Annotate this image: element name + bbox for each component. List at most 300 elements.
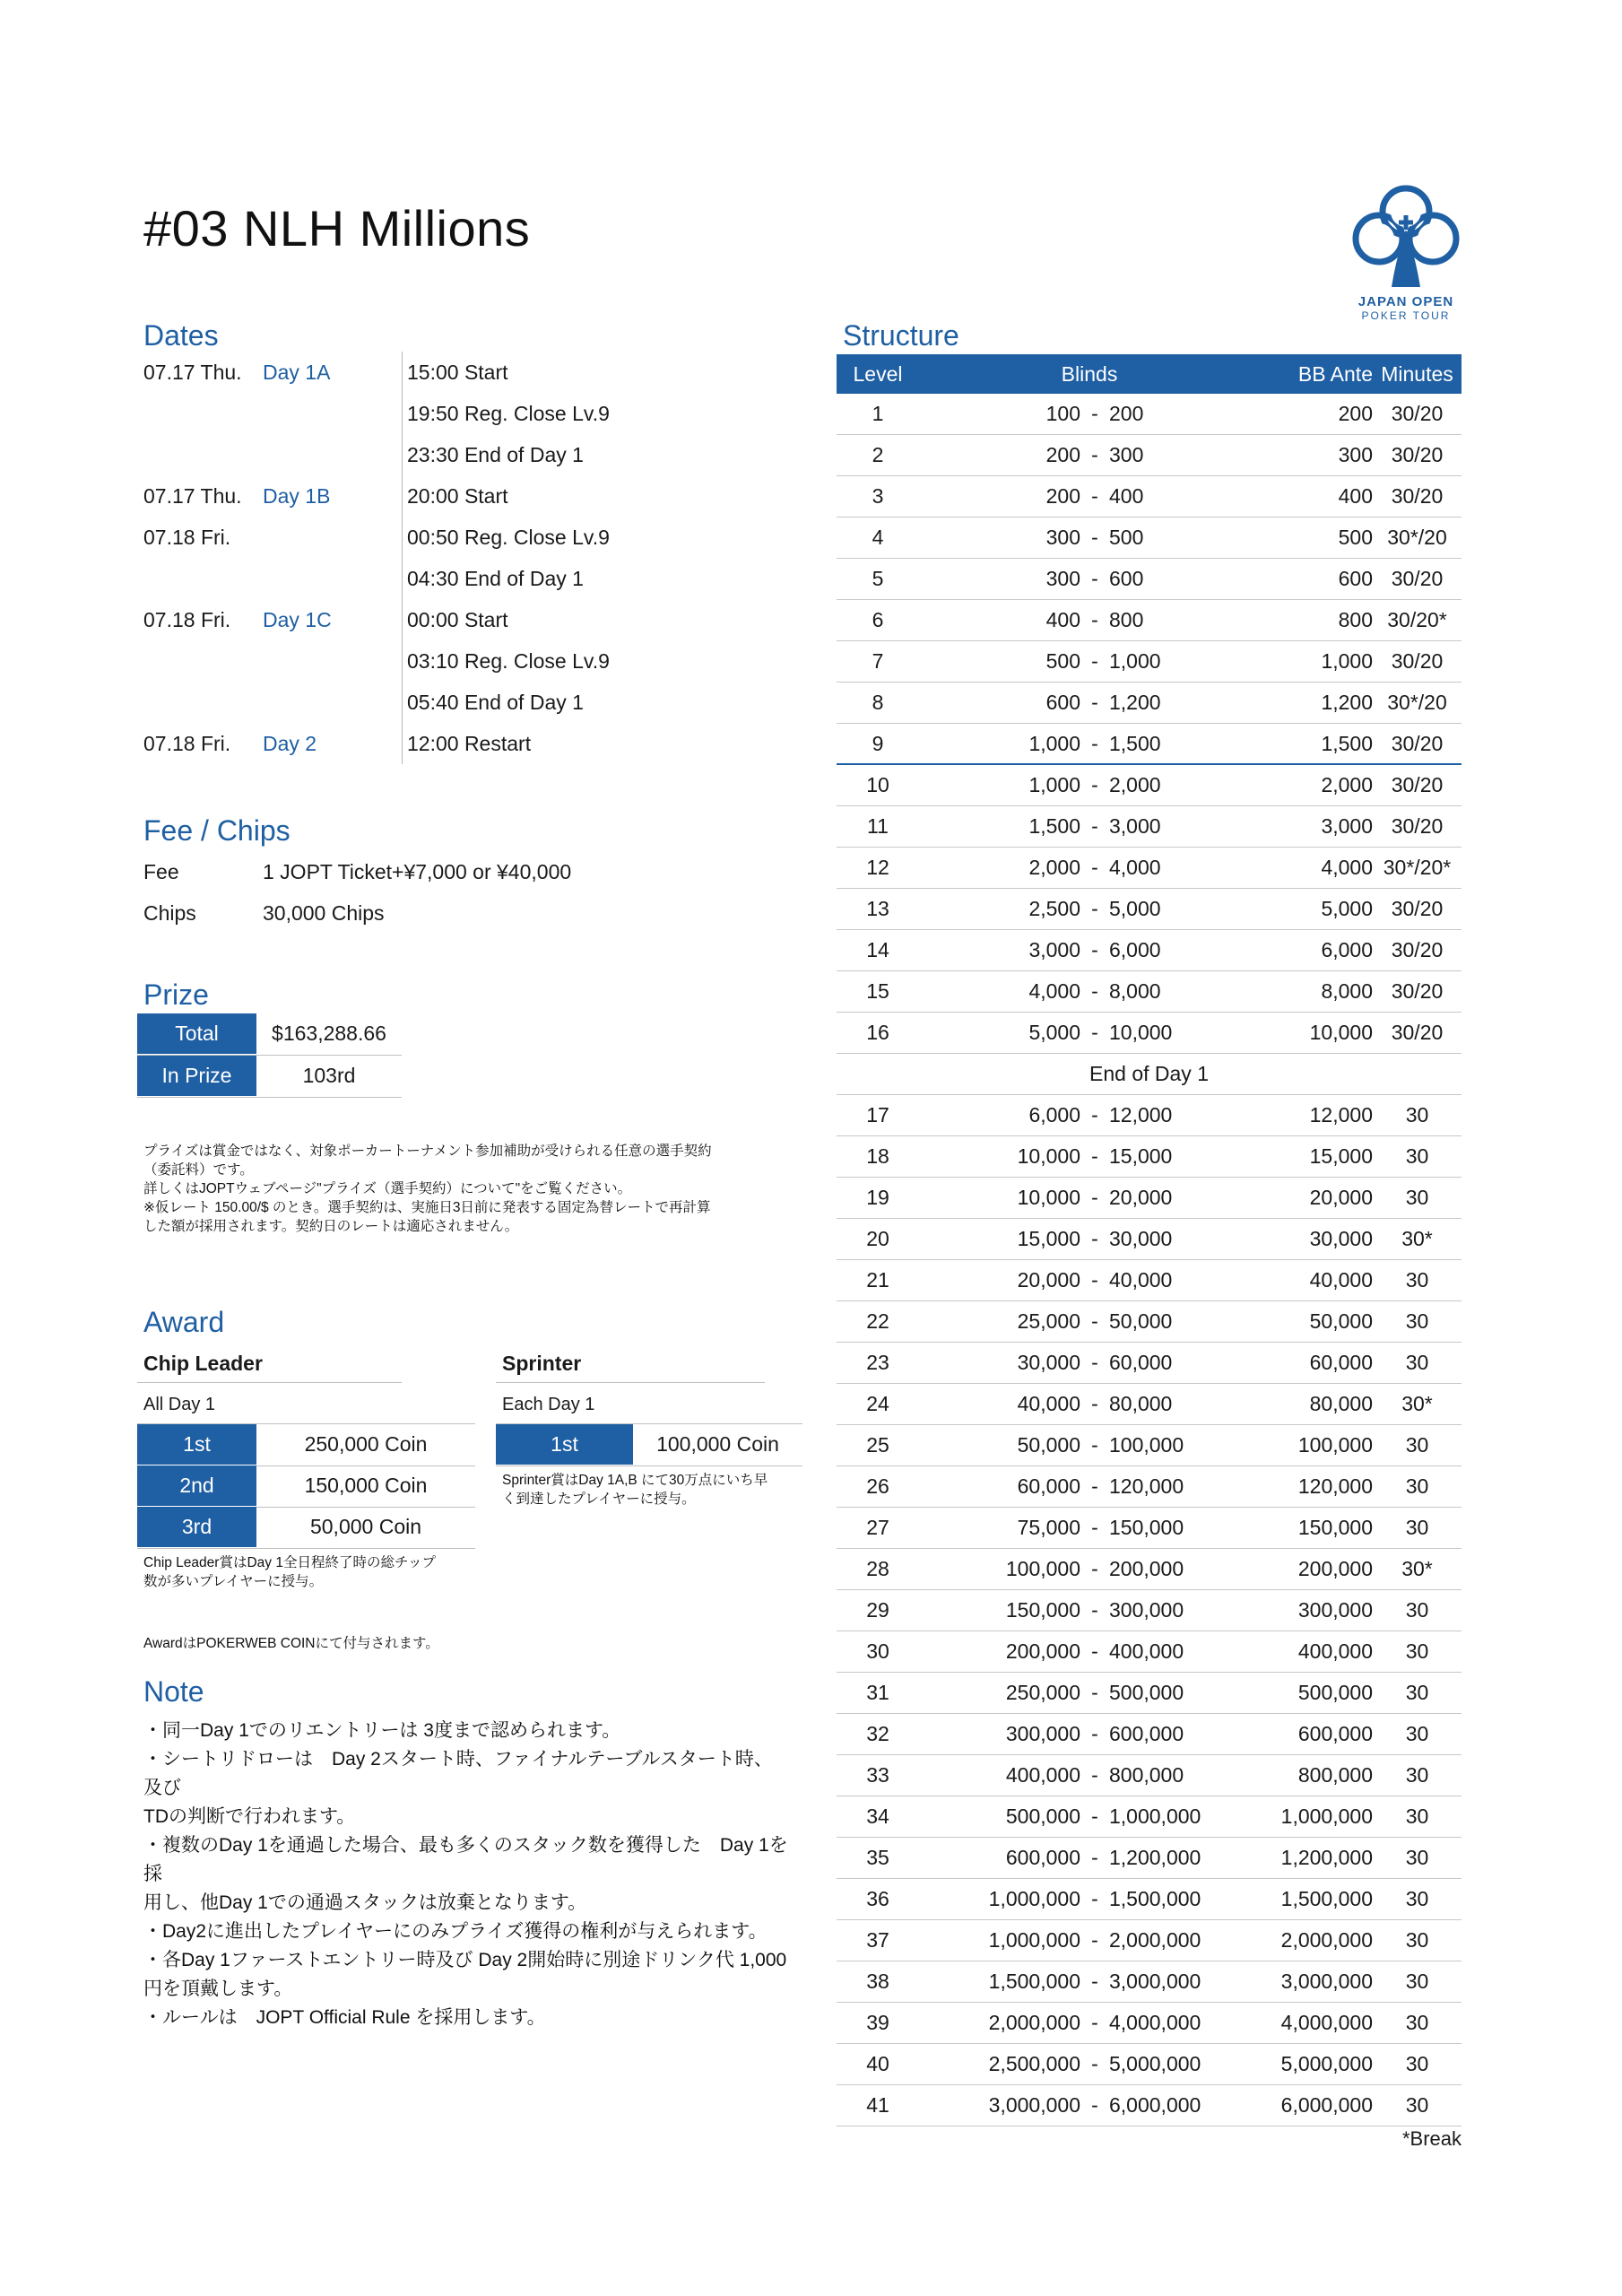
bb-ante: 80,000 xyxy=(1309,1392,1373,1415)
small-blind: 20,000 xyxy=(1017,1268,1080,1292)
big-blind: 1,200,000 xyxy=(1109,1846,1201,1869)
big-blind: 300 xyxy=(1109,443,1144,466)
minutes: 30 xyxy=(1405,1805,1429,1828)
bb-ante: 400 xyxy=(1338,484,1373,508)
level-row xyxy=(837,641,1462,683)
big-blind: 300,000 xyxy=(1109,1598,1184,1622)
small-blind: 600 xyxy=(1045,691,1080,714)
sprinter-note-line: Sprinter賞はDay 1A,B にて30万点にいち早 xyxy=(502,1473,768,1488)
small-blind: 250,000 xyxy=(1005,1681,1080,1704)
date-row xyxy=(143,558,771,599)
level-number: 40 xyxy=(866,2052,889,2075)
blind-separator: - xyxy=(1091,1516,1098,1539)
small-blind: 1,000,000 xyxy=(988,1928,1080,1952)
bb-ante: 8,000 xyxy=(1321,979,1373,1003)
date-label: 07.18 Fri. xyxy=(143,526,231,549)
prize-inprize-row xyxy=(137,1056,402,1098)
minutes: 30/20 xyxy=(1391,443,1444,466)
minutes: 30/20 xyxy=(1391,773,1444,796)
level-number: 14 xyxy=(866,938,889,961)
minutes: 30 xyxy=(1405,1970,1429,1993)
level-number: 23 xyxy=(866,1351,889,1374)
prize-note-line: 詳しくはJOPTウェブページ"プライズ（選手契約）について"をご覧ください。 xyxy=(143,1181,632,1196)
page-title: #03 NLH Millions xyxy=(143,200,531,257)
small-blind: 50,000 xyxy=(1017,1433,1080,1457)
bb-ante: 120,000 xyxy=(1297,1474,1373,1498)
level-row xyxy=(837,1879,1462,1920)
small-blind: 500 xyxy=(1045,649,1080,673)
level-number: 2 xyxy=(872,443,884,466)
structure-table xyxy=(837,354,1462,2126)
big-blind: 1,500 xyxy=(1109,732,1161,755)
date-row xyxy=(143,475,771,517)
jopt-logo xyxy=(1343,179,1469,323)
big-blind: 100,000 xyxy=(1109,1433,1184,1457)
big-blind: 1,000,000 xyxy=(1109,1805,1201,1828)
minutes: 30/20 xyxy=(1391,897,1444,920)
blind-separator: - xyxy=(1091,526,1098,549)
note-list xyxy=(143,1717,789,2032)
small-blind: 1,000,000 xyxy=(988,1887,1080,1910)
level-row xyxy=(837,1590,1462,1631)
blind-separator: - xyxy=(1091,732,1098,755)
level-number: 5 xyxy=(872,567,884,590)
blind-separator: - xyxy=(1091,1392,1098,1415)
col-ante: BB Ante xyxy=(1297,362,1373,386)
level-row xyxy=(837,435,1462,476)
small-blind: 200 xyxy=(1045,484,1080,508)
col-blinds: Blinds xyxy=(1061,362,1118,386)
bb-ante: 2,000,000 xyxy=(1280,1928,1373,1952)
big-blind: 2,000,000 xyxy=(1109,1928,1201,1952)
level-number: 19 xyxy=(866,1186,889,1209)
bb-ante: 5,000 xyxy=(1321,897,1373,920)
col-level: Level xyxy=(853,362,903,386)
bb-ante: 200 xyxy=(1338,402,1373,425)
fee-label: Fee xyxy=(143,860,179,883)
award-heading: Award xyxy=(143,1306,225,1338)
level-number: 16 xyxy=(866,1021,889,1044)
small-blind: 5,000 xyxy=(1028,1021,1080,1044)
date-row xyxy=(143,682,771,723)
bb-ante: 6,000 xyxy=(1321,938,1373,961)
level-number: 41 xyxy=(866,2093,889,2117)
time-label: 23:30 End of Day 1 xyxy=(407,443,584,466)
small-blind: 75,000 xyxy=(1017,1516,1080,1539)
break-note: *Break xyxy=(1401,2127,1462,2150)
time-label: 20:00 Start xyxy=(407,484,508,508)
day-label: Day 1B xyxy=(263,484,331,508)
bb-ante: 150,000 xyxy=(1297,1516,1373,1539)
level-number: 18 xyxy=(866,1144,889,1168)
level-row xyxy=(837,724,1462,765)
time-label: 12:00 Restart xyxy=(407,732,532,755)
small-blind: 300,000 xyxy=(1005,1722,1080,1745)
prize-note-line: プライズは賞金ではなく、対象ポーカートーナメント参加補助が受けられる任意の選手契約 xyxy=(143,1144,712,1159)
minutes: 30/20 xyxy=(1391,484,1444,508)
minutes: 30 xyxy=(1405,1516,1429,1539)
big-blind: 3,000,000 xyxy=(1109,1970,1201,1993)
blind-separator: - xyxy=(1091,1474,1098,1498)
level-row xyxy=(837,1343,1462,1384)
minutes: 30*/20 xyxy=(1387,691,1447,714)
bb-ante: 3,000,000 xyxy=(1280,1970,1373,1993)
bb-ante: 500,000 xyxy=(1297,1681,1373,1704)
date-row xyxy=(143,599,771,640)
level-row xyxy=(837,1466,1462,1508)
sprinter-divider xyxy=(496,1382,765,1383)
day-label: Day 2 xyxy=(263,732,317,755)
blind-separator: - xyxy=(1091,1103,1098,1126)
row-divider xyxy=(496,1465,802,1466)
level-row xyxy=(837,1384,1462,1425)
level-row xyxy=(837,683,1462,724)
minutes: 30 xyxy=(1405,1268,1429,1292)
minutes: 30 xyxy=(1405,2052,1429,2075)
minutes: 30*/20 xyxy=(1387,526,1447,549)
blind-separator: - xyxy=(1091,1846,1098,1869)
blind-separator: - xyxy=(1091,1970,1098,1993)
place-label: 1st xyxy=(137,1424,256,1465)
level-number: 11 xyxy=(867,814,889,838)
bb-ante: 1,000,000 xyxy=(1280,1805,1373,1828)
minutes: 30/20* xyxy=(1387,608,1447,631)
big-blind: 1,000 xyxy=(1109,649,1161,673)
chip-leader-note xyxy=(143,1553,484,1591)
logo-line2: POKER TOUR xyxy=(1361,309,1451,322)
level-number: 29 xyxy=(866,1598,889,1622)
chip-leader-note-line: Chip Leader賞はDay 1全日程終了時の総チップ xyxy=(143,1555,436,1570)
bb-ante: 20,000 xyxy=(1309,1186,1373,1209)
note-line: ・同一Day 1でのリエントリーは 3度まで認められます。 xyxy=(143,1720,621,1741)
big-blind: 8,000 xyxy=(1109,979,1161,1003)
minutes: 30 xyxy=(1405,1846,1429,1869)
small-blind: 6,000 xyxy=(1028,1103,1080,1126)
level-number: 12 xyxy=(866,856,889,879)
bb-ante: 30,000 xyxy=(1309,1227,1373,1250)
level-number: 13 xyxy=(866,897,889,920)
award-value: 100,000 Coin xyxy=(656,1432,779,1456)
note-heading: Note xyxy=(143,1675,204,1708)
minutes: 30 xyxy=(1405,1887,1429,1910)
big-blind: 5,000 xyxy=(1109,897,1161,920)
bb-ante: 300,000 xyxy=(1297,1598,1373,1622)
big-blind: 2,000 xyxy=(1109,773,1161,796)
note-line: ・Day2に進出したプレイヤーにのみプライズ獲得の権利が与えられます。 xyxy=(143,1921,768,1942)
blind-separator: - xyxy=(1091,814,1098,838)
date-row xyxy=(143,723,771,764)
level-row xyxy=(837,765,1462,806)
minutes: 30 xyxy=(1405,1351,1429,1374)
prize-total-value: $163,288.66 xyxy=(272,1022,386,1045)
blind-separator: - xyxy=(1091,979,1098,1003)
small-blind: 500,000 xyxy=(1005,1805,1080,1828)
note-line: 用し、他Day 1での通過スタックは放棄となります。 xyxy=(143,1892,587,1913)
fee-value: 1 JOPT Ticket+¥7,000 or ¥40,000 xyxy=(263,860,572,883)
time-label: 04:30 End of Day 1 xyxy=(407,567,584,590)
blind-separator: - xyxy=(1091,1186,1098,1209)
blind-separator: - xyxy=(1091,567,1098,590)
place-label: 1st xyxy=(496,1424,633,1465)
level-row xyxy=(837,1219,1462,1260)
big-blind: 200 xyxy=(1109,402,1144,425)
level-number: 15 xyxy=(866,979,889,1003)
date-row xyxy=(143,517,771,558)
big-blind: 500,000 xyxy=(1109,1681,1184,1704)
bb-ante: 4,000 xyxy=(1321,856,1373,879)
prize-inprize-label: In Prize xyxy=(137,1056,256,1096)
level-number: 27 xyxy=(866,1516,889,1539)
level-number: 17 xyxy=(866,1103,889,1126)
day-label: Day 1C xyxy=(263,608,332,631)
big-blind: 60,000 xyxy=(1109,1351,1173,1374)
prize-heading: Prize xyxy=(143,978,209,1011)
bb-ante: 40,000 xyxy=(1309,1268,1373,1292)
big-blind: 1,200 xyxy=(1109,691,1161,714)
bb-ante: 400,000 xyxy=(1297,1639,1373,1663)
bb-ante: 100,000 xyxy=(1297,1433,1373,1457)
minutes: 30/20 xyxy=(1391,567,1444,590)
small-blind: 4,000 xyxy=(1028,979,1080,1003)
blind-separator: - xyxy=(1091,938,1098,961)
level-row xyxy=(837,476,1462,517)
small-blind: 200 xyxy=(1045,443,1080,466)
level-number: 36 xyxy=(866,1887,889,1910)
blind-separator: - xyxy=(1091,1681,1098,1704)
blind-separator: - xyxy=(1091,1021,1098,1044)
chip-leader-divider xyxy=(137,1382,402,1383)
level-row xyxy=(837,806,1462,848)
chip-leader-heading: Chip Leader xyxy=(143,1352,263,1375)
chip-leader-sub: All Day 1 xyxy=(143,1395,216,1414)
level-number: 10 xyxy=(866,773,889,796)
level-row xyxy=(837,1425,1462,1466)
small-blind: 2,000 xyxy=(1028,856,1080,879)
minutes: 30 xyxy=(1405,1639,1429,1663)
small-blind: 200,000 xyxy=(1005,1639,1080,1663)
prize-note-line: した額が採用されます。契約日のレートは適応されません。 xyxy=(143,1219,519,1234)
minutes: 30* xyxy=(1401,1227,1433,1250)
bb-ante: 800,000 xyxy=(1297,1763,1373,1787)
small-blind: 15,000 xyxy=(1017,1227,1080,1250)
blind-separator: - xyxy=(1091,2093,1098,2117)
chip-leader-row xyxy=(137,1507,475,1548)
level-row xyxy=(837,1095,1462,1136)
time-label: 00:50 Reg. Close Lv.9 xyxy=(407,526,610,549)
small-blind: 600,000 xyxy=(1005,1846,1080,1869)
level-row xyxy=(837,1838,1462,1879)
level-row xyxy=(837,559,1462,600)
small-blind: 100 xyxy=(1045,402,1080,425)
bb-ante: 10,000 xyxy=(1309,1021,1373,1044)
small-blind: 1,500,000 xyxy=(988,1970,1080,1993)
minutes: 30/20 xyxy=(1391,814,1444,838)
bb-ante: 6,000,000 xyxy=(1280,2093,1373,2117)
fee-row xyxy=(143,851,771,892)
minutes: 30 xyxy=(1405,2011,1429,2034)
blind-separator: - xyxy=(1091,484,1098,508)
minutes: 30 xyxy=(1405,1103,1429,1126)
day-label: Day 1A xyxy=(263,361,331,384)
small-blind: 2,500 xyxy=(1028,897,1080,920)
note-line: ・ルールは JOPT Official Rule を採用します。 xyxy=(143,2007,546,2028)
blind-separator: - xyxy=(1091,1763,1098,1787)
bb-ante: 5,000,000 xyxy=(1280,2052,1373,2075)
date-label: 07.17 Thu. xyxy=(143,361,242,384)
big-blind: 6,000 xyxy=(1109,938,1161,961)
level-number: 33 xyxy=(866,1763,889,1787)
bb-ante: 1,200,000 xyxy=(1280,1846,1373,1869)
blind-separator: - xyxy=(1091,1227,1098,1250)
minutes: 30 xyxy=(1405,1474,1429,1498)
big-blind: 40,000 xyxy=(1109,1268,1173,1292)
level-number: 34 xyxy=(866,1805,889,1828)
big-blind: 20,000 xyxy=(1109,1186,1173,1209)
small-blind: 300 xyxy=(1045,526,1080,549)
col-minutes: Minutes xyxy=(1381,362,1453,386)
level-row xyxy=(837,2044,1462,2085)
small-blind: 10,000 xyxy=(1017,1186,1080,1209)
bb-ante: 500 xyxy=(1338,526,1373,549)
minutes: 30* xyxy=(1401,1557,1433,1580)
blind-separator: - xyxy=(1091,2011,1098,2034)
end-of-day-label: End of Day 1 xyxy=(1089,1062,1209,1085)
chips-value: 30,000 Chips xyxy=(263,901,385,925)
date-row xyxy=(143,640,771,682)
level-number: 38 xyxy=(866,1970,889,1993)
blind-separator: - xyxy=(1091,1639,1098,1663)
big-blind: 50,000 xyxy=(1109,1309,1173,1333)
blind-separator: - xyxy=(1091,1557,1098,1580)
blind-separator: - xyxy=(1091,856,1098,879)
logo-line1: JAPAN OPEN xyxy=(1357,294,1454,309)
big-blind: 4,000,000 xyxy=(1109,2011,1201,2034)
level-row xyxy=(837,889,1462,930)
structure-header-row xyxy=(837,354,1462,394)
prize-note-line: ※仮レート 150.00/$ のとき。選手契約は、実施日3日前に発表する固定為替レートで再計算 xyxy=(143,1200,711,1215)
level-number: 7 xyxy=(872,649,884,673)
minutes: 30/20 xyxy=(1391,1021,1444,1044)
level-number: 22 xyxy=(866,1309,889,1333)
award-footer: AwardはPOKERWEB COINにて付与されます。 xyxy=(143,1636,439,1651)
level-row xyxy=(837,2003,1462,2044)
small-blind: 3,000,000 xyxy=(988,2093,1080,2117)
small-blind: 1,500 xyxy=(1028,814,1080,838)
fee-list xyxy=(143,851,771,934)
level-number: 32 xyxy=(866,1722,889,1745)
big-blind: 400 xyxy=(1109,484,1144,508)
level-number: 4 xyxy=(872,526,884,549)
blind-separator: - xyxy=(1091,897,1098,920)
blind-separator: - xyxy=(1091,443,1098,466)
level-row xyxy=(837,1260,1462,1301)
level-row xyxy=(837,971,1462,1013)
sprinter-note-line: く到達したプレイヤーに授与。 xyxy=(502,1492,696,1507)
blind-separator: - xyxy=(1091,1433,1098,1457)
level-number: 26 xyxy=(866,1474,889,1498)
sprinter-note xyxy=(502,1471,807,1509)
small-blind: 60,000 xyxy=(1017,1474,1080,1498)
blind-separator: - xyxy=(1091,1309,1098,1333)
note-line: ・シートリドローは Day 2スタート時、ファイナルテーブルスタート時、及び xyxy=(143,1749,773,1798)
date-row xyxy=(143,352,771,393)
bb-ante: 800 xyxy=(1338,608,1373,631)
prize-note xyxy=(143,1142,789,1236)
award-value: 50,000 Coin xyxy=(309,1515,422,1538)
blind-separator: - xyxy=(1091,1722,1098,1745)
bb-ante: 600,000 xyxy=(1297,1722,1373,1745)
minutes: 30/20 xyxy=(1391,938,1444,961)
place-label: 3rd xyxy=(137,1507,256,1547)
big-blind: 6,000,000 xyxy=(1109,2093,1201,2117)
prize-total-row xyxy=(137,1013,402,1056)
level-row xyxy=(837,1549,1462,1590)
end-of-day-row xyxy=(837,1054,1462,1095)
big-blind: 10,000 xyxy=(1109,1021,1173,1044)
level-row xyxy=(837,1508,1462,1549)
small-blind: 10,000 xyxy=(1017,1144,1080,1168)
small-blind: 2,000,000 xyxy=(988,2011,1080,2034)
blind-separator: - xyxy=(1091,2052,1098,2075)
prize-total-label: Total xyxy=(137,1013,256,1054)
big-blind: 600,000 xyxy=(1109,1722,1184,1745)
bb-ante: 50,000 xyxy=(1309,1309,1373,1333)
level-row xyxy=(837,1178,1462,1219)
sprinter-heading: Sprinter xyxy=(502,1352,582,1375)
level-number: 20 xyxy=(866,1227,889,1250)
minutes: 30 xyxy=(1405,1763,1429,1787)
time-label: 05:40 End of Day 1 xyxy=(407,691,584,714)
small-blind: 400,000 xyxy=(1005,1763,1080,1787)
bb-ante: 1,200 xyxy=(1321,691,1373,714)
minutes: 30 xyxy=(1405,2093,1429,2117)
note-line: ・各Day 1ファーストエントリー時及び Day 2開始時に別途ドリンク代 1,000 xyxy=(143,1950,787,1970)
time-label: 19:50 Reg. Close Lv.9 xyxy=(407,402,610,425)
level-row xyxy=(837,930,1462,971)
minutes: 30 xyxy=(1405,1144,1429,1168)
blind-separator: - xyxy=(1091,608,1098,631)
level-row xyxy=(837,1301,1462,1343)
small-blind: 1,000 xyxy=(1028,732,1080,755)
sprinter-row xyxy=(496,1424,802,1465)
level-number: 25 xyxy=(866,1433,889,1457)
minutes: 30*/20* xyxy=(1383,856,1452,879)
small-blind: 2,500,000 xyxy=(988,2052,1080,2075)
big-blind: 80,000 xyxy=(1109,1392,1173,1415)
bb-ante: 2,000 xyxy=(1321,773,1373,796)
note-line: ・複数のDay 1を通過した場合、最も多くのスタック数を獲得した Day 1を採 xyxy=(143,1835,788,1884)
blind-separator: - xyxy=(1091,1805,1098,1828)
blind-separator: - xyxy=(1091,1144,1098,1168)
levels-group-day2 xyxy=(837,1095,1462,2126)
bb-ante: 12,000 xyxy=(1309,1103,1373,1126)
level-number: 21 xyxy=(866,1268,889,1292)
row-divider xyxy=(137,1548,475,1549)
structure-heading: Structure xyxy=(843,319,959,352)
bb-ante: 600 xyxy=(1338,567,1373,590)
note-line: 円を頂戴します。 xyxy=(143,1979,293,1999)
minutes: 30 xyxy=(1405,1433,1429,1457)
level-row xyxy=(837,1920,1462,1961)
blind-separator: - xyxy=(1091,402,1098,425)
bb-ante: 3,000 xyxy=(1321,814,1373,838)
level-number: 9 xyxy=(872,732,884,755)
minutes: 30 xyxy=(1405,1928,1429,1952)
level-row xyxy=(837,1714,1462,1755)
big-blind: 600 xyxy=(1109,567,1144,590)
chips-row xyxy=(143,892,771,934)
minutes: 30 xyxy=(1405,1309,1429,1333)
